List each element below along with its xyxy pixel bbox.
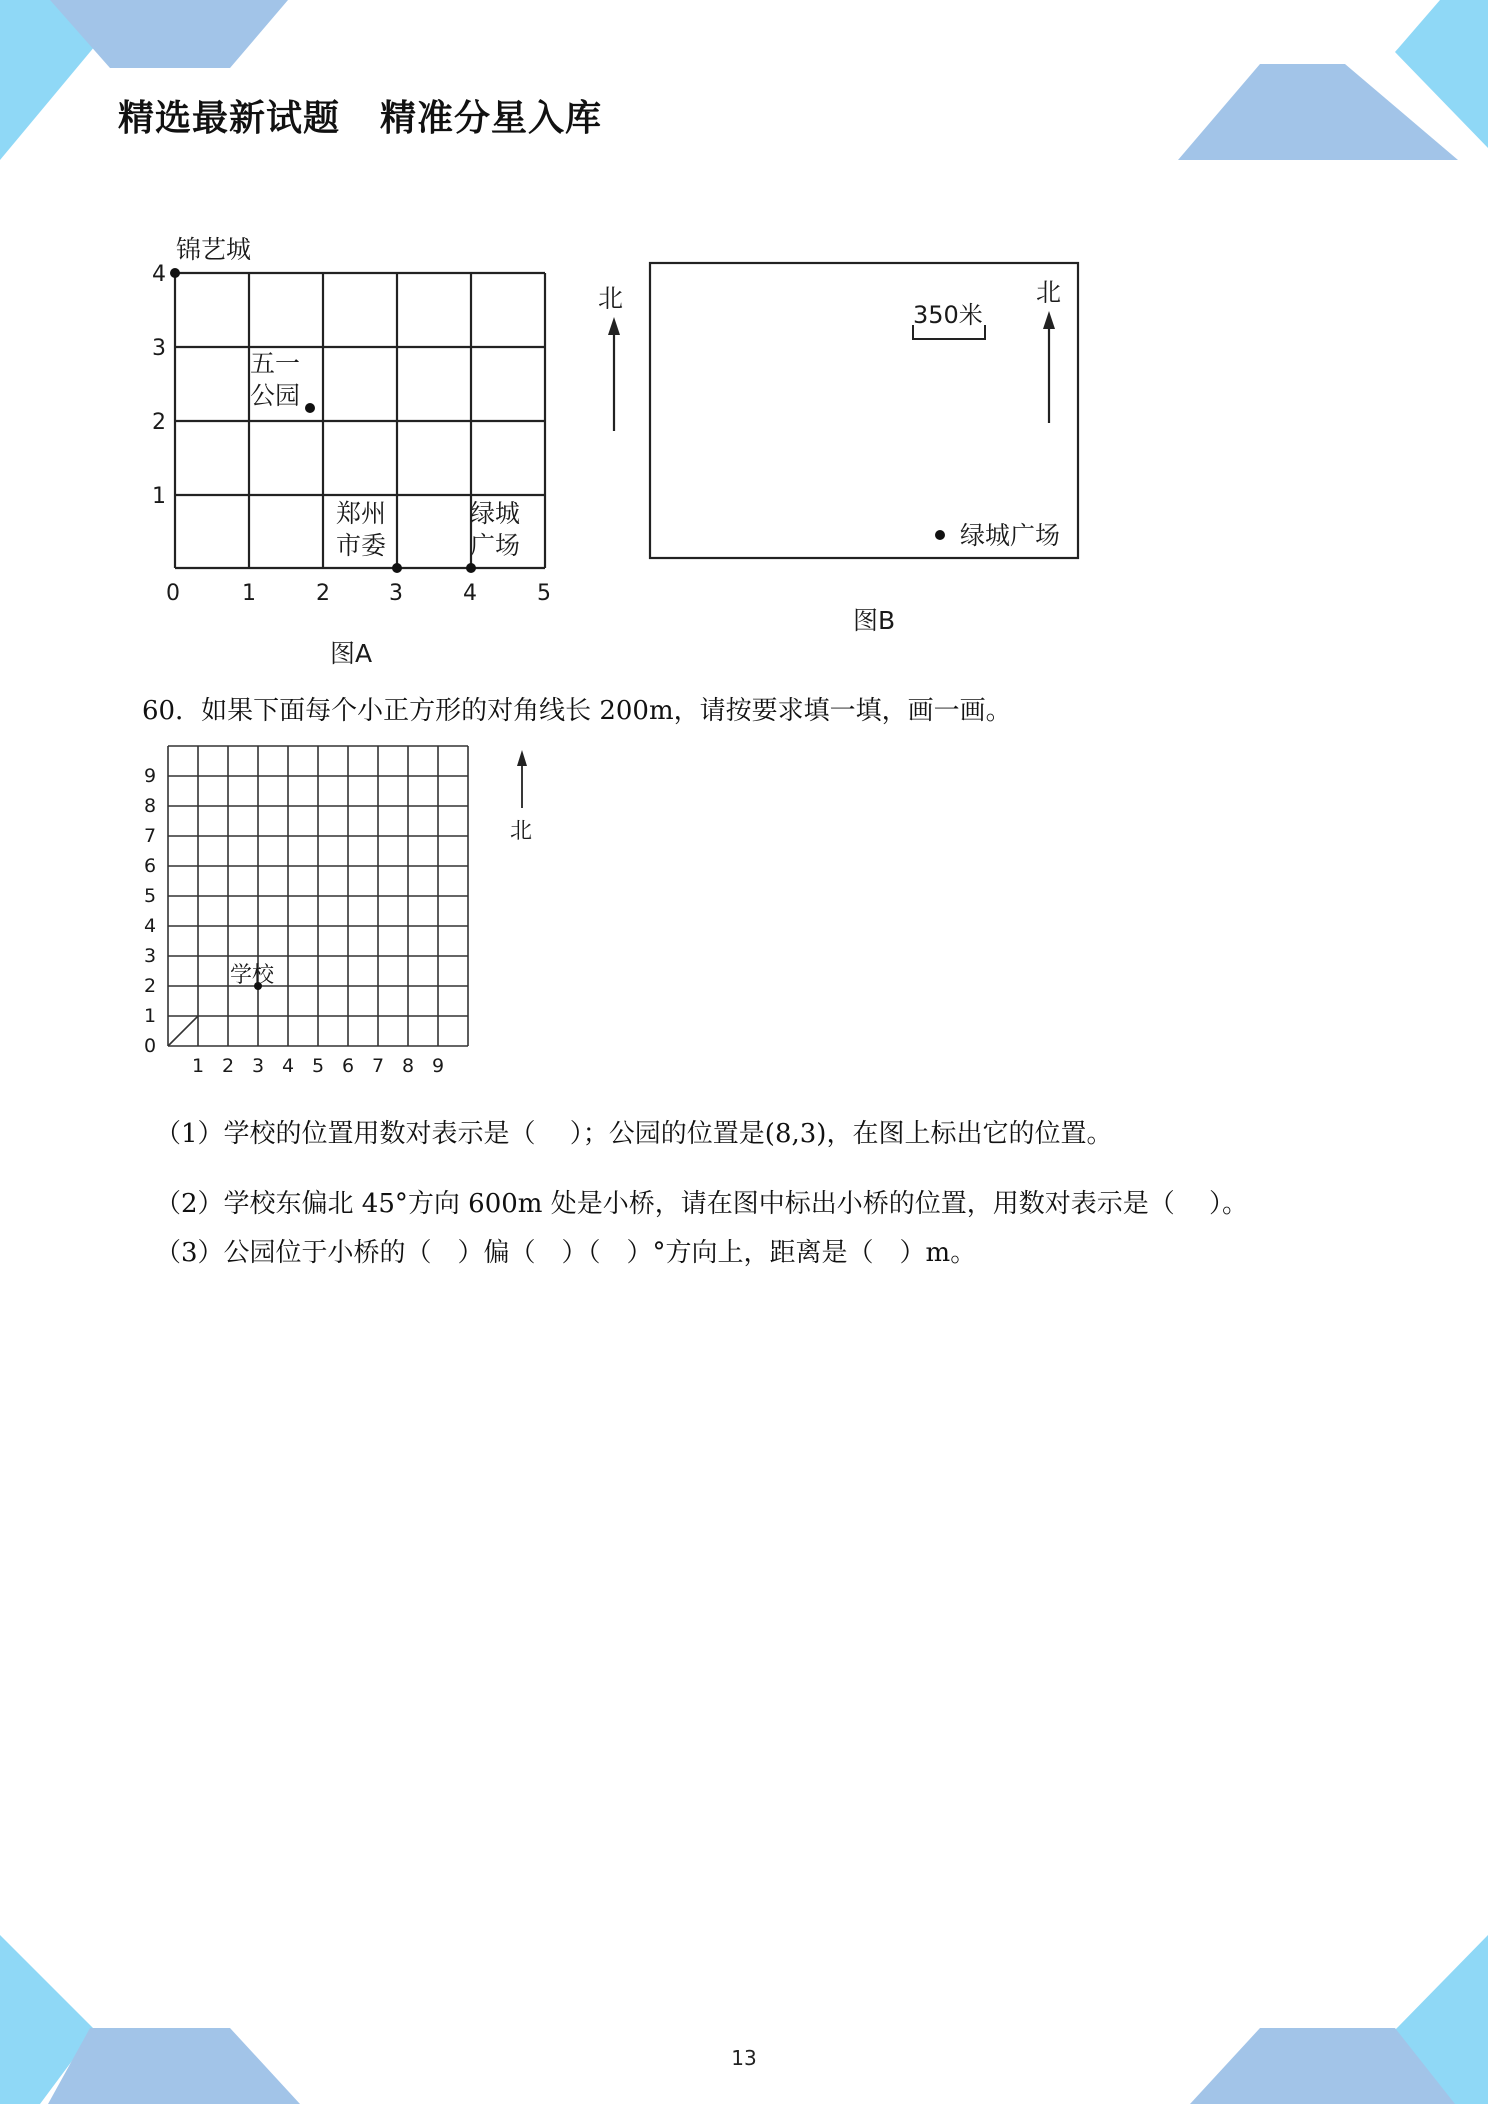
grid-x-tick: 4 bbox=[282, 1055, 295, 1077]
fig-a-caption: 图A bbox=[330, 639, 373, 668]
fig-a-x-tick: 1 bbox=[242, 581, 256, 606]
grid-x-tick: 5 bbox=[312, 1055, 325, 1077]
grid-y-tick: 6 bbox=[144, 855, 157, 877]
label-zz-line1: 郑州 bbox=[336, 499, 387, 528]
point-park bbox=[305, 403, 315, 413]
question-60-grid bbox=[140, 742, 540, 1082]
fig-a-x-tick: 3 bbox=[389, 581, 403, 606]
fig-b-north-left: 北 bbox=[598, 284, 624, 313]
grid-y-tick: 8 bbox=[144, 795, 157, 817]
point-jinyicheng bbox=[170, 268, 180, 278]
fig-a-x-tick: 4 bbox=[463, 581, 477, 606]
fig-a-x-tick: 5 bbox=[537, 581, 551, 606]
grid-y-tick: 1 bbox=[144, 1005, 157, 1027]
grid-y-tick: 4 bbox=[144, 915, 157, 937]
grid-x-tick: 7 bbox=[372, 1055, 385, 1077]
fig-b-caption: 图B bbox=[853, 606, 896, 635]
grid-x-tick: 8 bbox=[402, 1055, 415, 1077]
header-title bbox=[118, 90, 642, 141]
grid-y-tick: 9 bbox=[144, 765, 157, 787]
label-school: 学校 bbox=[230, 963, 275, 988]
sub-question-3: （3）公园位于小桥的（ ）偏（ ）（ ）°方向上，距离是（ ）m。 bbox=[155, 1238, 977, 1268]
fig-b-north-right: 北 bbox=[1036, 278, 1062, 307]
figure-b bbox=[590, 255, 1100, 650]
label-jinyicheng: 锦艺城 bbox=[176, 235, 252, 264]
grid-x-tick: 1 bbox=[192, 1055, 205, 1077]
deco-shape bbox=[50, 0, 288, 68]
grid-y-tick: 7 bbox=[144, 825, 157, 847]
point-zhengzhou bbox=[392, 563, 402, 573]
grid-x-tick: 2 bbox=[222, 1055, 235, 1077]
fig-b-scale-label: 350米 bbox=[913, 301, 983, 329]
grid-x-tick: 3 bbox=[252, 1055, 265, 1077]
fig-a-y-tick: 2 bbox=[152, 410, 166, 435]
page-number: 13 bbox=[731, 2046, 757, 2070]
point-lvcheng-b bbox=[935, 530, 945, 540]
question-60-title: 60．如果下面每个小正方形的对角线长 200m，请按要求填一填，画一画。 bbox=[142, 696, 1012, 726]
point-lvcheng bbox=[466, 563, 476, 573]
north-arrow-left-head bbox=[608, 317, 620, 335]
fig-a-x-tick: 0 bbox=[166, 581, 180, 606]
grid-y-tick: 5 bbox=[144, 885, 157, 907]
grid-y-tick: 2 bbox=[144, 975, 157, 997]
north-arrow-right-head bbox=[1043, 311, 1055, 329]
sub-question-2: （2）学校东偏北 45°方向 600m 处是小桥，请在图中标出小桥的位置，用数对表示是（ ）。 bbox=[155, 1189, 1248, 1219]
grid-y-tick: 3 bbox=[144, 945, 157, 967]
label-lc-line1: 绿城 bbox=[470, 499, 521, 528]
label-park-line1: 五一 bbox=[250, 349, 301, 378]
diagonal-sample bbox=[168, 1016, 198, 1046]
label-park-line2: 公园 bbox=[250, 381, 301, 410]
fig-a-y-tick: 3 bbox=[152, 336, 166, 361]
fig-b-place-label: 绿城广场 bbox=[960, 521, 1061, 550]
fig-a-x-tick: 2 bbox=[316, 581, 330, 606]
fig-a-y-tick: 1 bbox=[152, 484, 166, 509]
grid-north-label: 北 bbox=[510, 819, 533, 844]
figure-a bbox=[140, 228, 570, 678]
grid-north-arrow-head bbox=[517, 750, 527, 766]
header-title-left: 精选最新试题 bbox=[118, 98, 341, 139]
header-title-right: 精准分星入库 bbox=[380, 98, 603, 139]
sub-question-1: （1）学校的位置用数对表示是（ ）；公园的位置是(8,3)，在图上标出它的位置。 bbox=[155, 1119, 1113, 1149]
fig-b-frame bbox=[650, 263, 1078, 558]
grid-x-tick: 6 bbox=[342, 1055, 355, 1077]
grid-y-tick: 0 bbox=[144, 1035, 157, 1057]
grid-x-tick: 9 bbox=[432, 1055, 445, 1077]
label-zz-line2: 市委 bbox=[336, 531, 387, 560]
fig-a-y-tick: 4 bbox=[152, 262, 166, 287]
label-lc-line2: 广场 bbox=[470, 531, 521, 560]
deco-shape bbox=[1178, 64, 1458, 160]
